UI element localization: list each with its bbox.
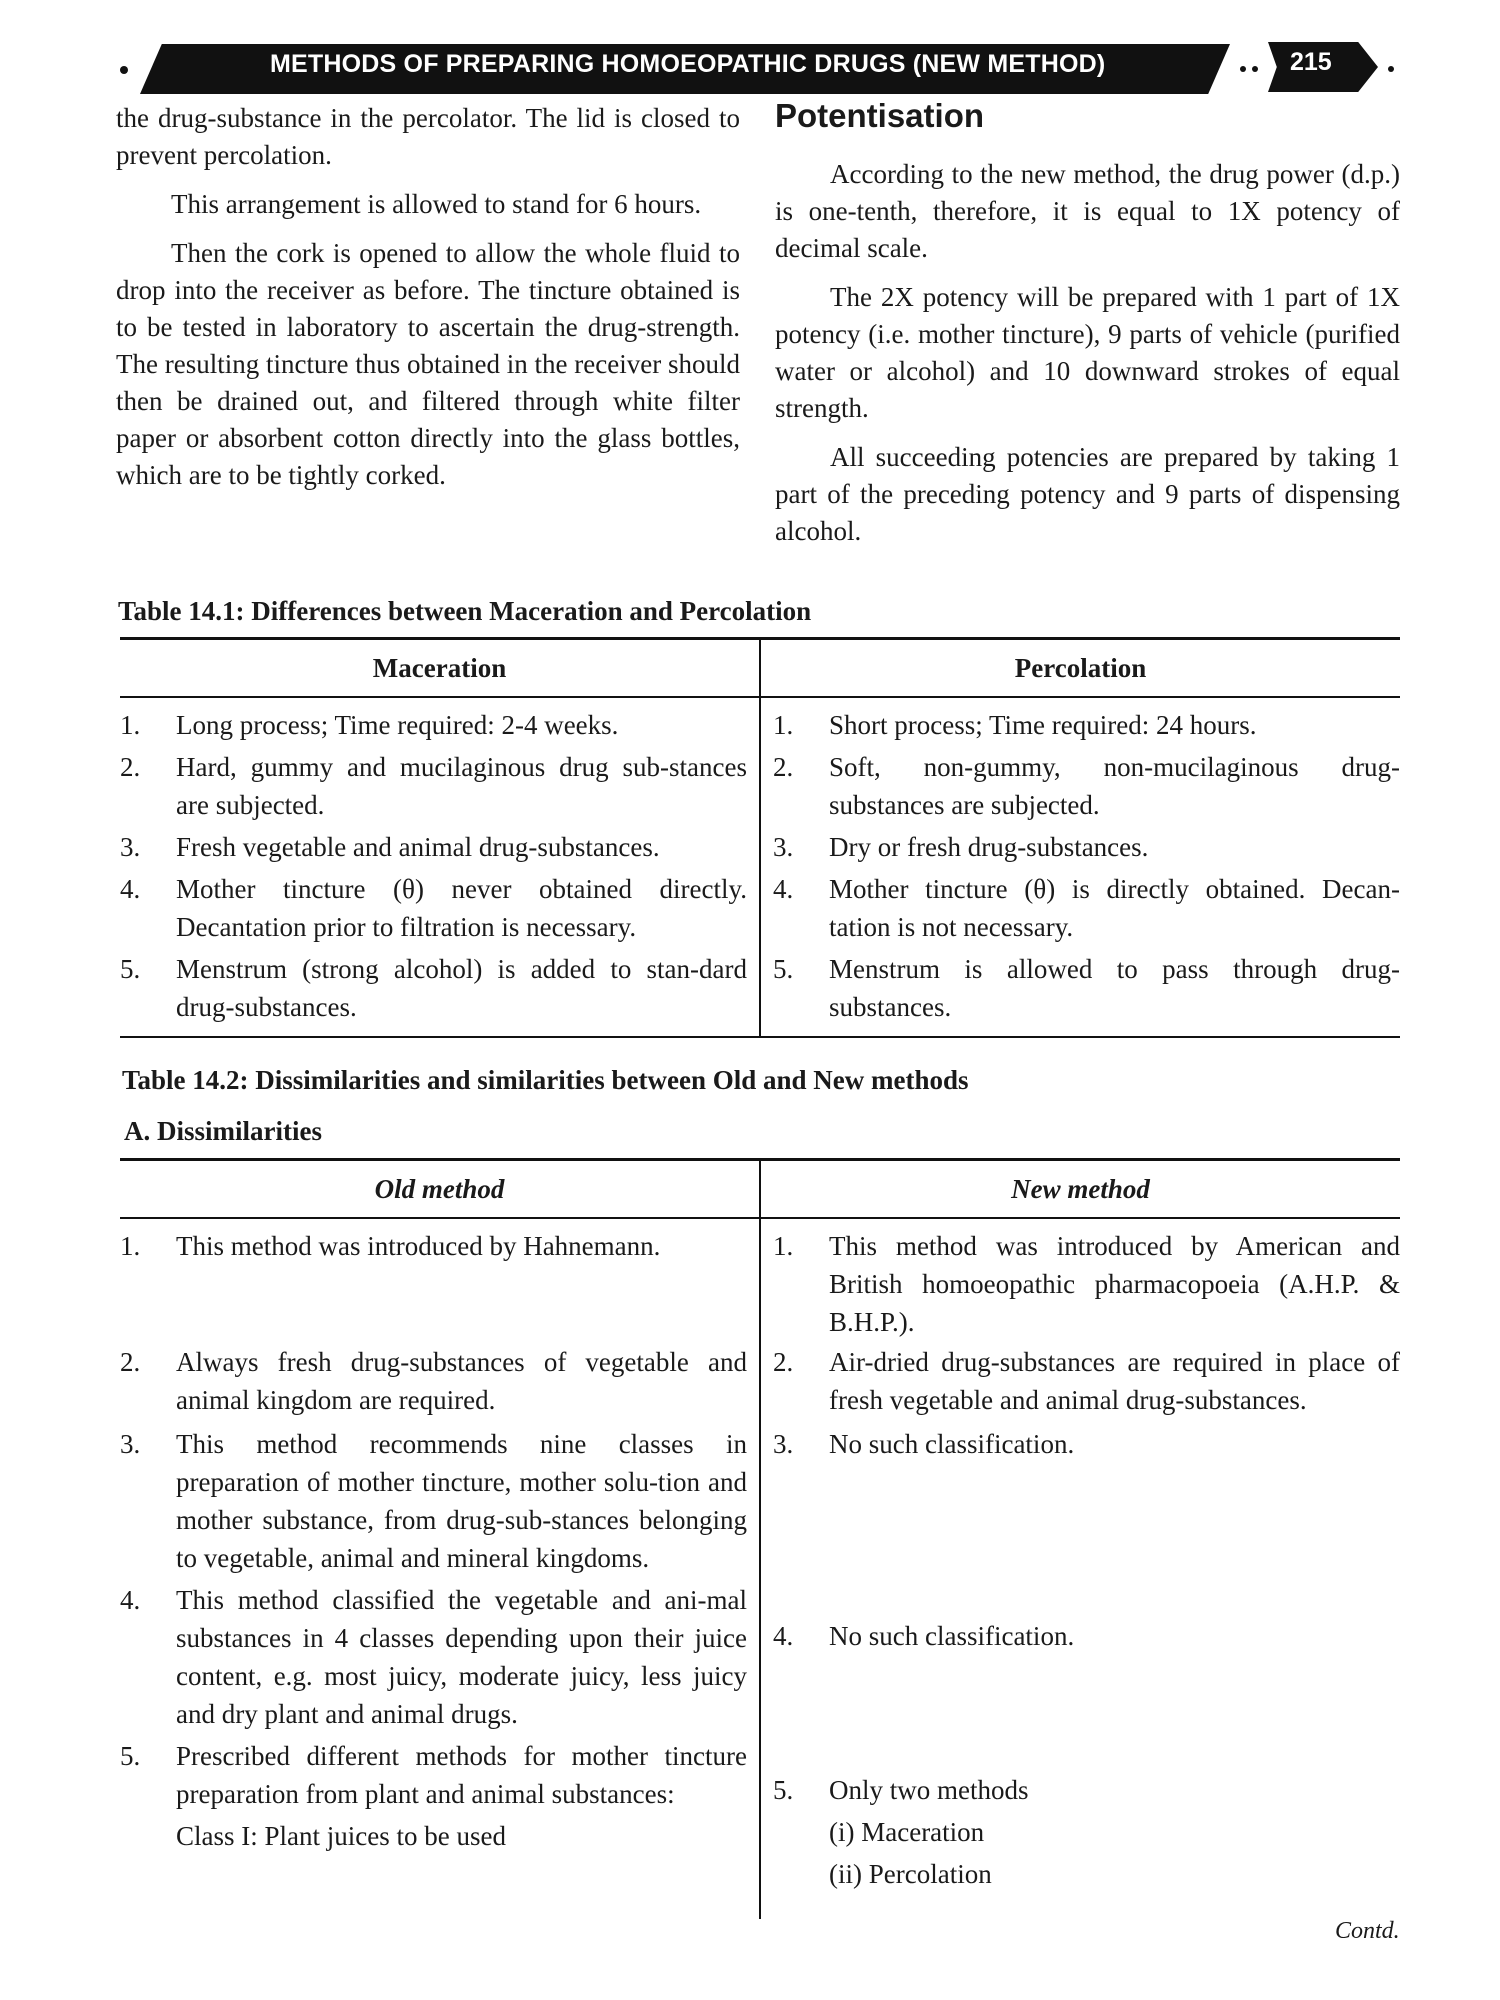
item-number: 5. bbox=[773, 954, 794, 984]
table-body bbox=[120, 698, 1400, 1036]
item-number: 1. bbox=[120, 1231, 141, 1261]
item-number: 1. bbox=[120, 710, 141, 740]
column-header-new-method: New method bbox=[1011, 1173, 1150, 1204]
list-item bbox=[773, 748, 1400, 824]
header-dot bbox=[1252, 66, 1258, 72]
old-method-column bbox=[120, 1219, 761, 1919]
list-item bbox=[120, 1425, 747, 1577]
table-caption: Table 14.2: Dissimilarities and similarities between Old and New methods bbox=[122, 1065, 969, 1095]
item-number bbox=[120, 1817, 176, 1855]
item-number bbox=[773, 1855, 829, 1893]
item-number: 4. bbox=[773, 1621, 794, 1651]
new-method-column bbox=[761, 1219, 1400, 1919]
item-text: This method recommends nine classes in preparation of mother tincture, mother solu-tion and mother substance, from drug-sub-stances belonging to vegetable, animal and mineral kingdoms. bbox=[176, 1429, 747, 1573]
list-item bbox=[120, 1581, 747, 1733]
item-number: 2. bbox=[120, 752, 141, 782]
item-number: 5. bbox=[120, 1741, 141, 1771]
item-text: Menstrum (strong alcohol) is added to stan-dard drug-substances. bbox=[176, 954, 747, 1022]
header-dot bbox=[1240, 66, 1246, 72]
item-text: Menstrum is allowed to pass through drug-substances. bbox=[829, 954, 1400, 1022]
item-number: 3. bbox=[120, 1429, 141, 1459]
item-number: 5. bbox=[773, 1775, 794, 1805]
item-text: Short process; Time required: 24 hours. bbox=[829, 710, 1257, 740]
table-old-new-methods bbox=[120, 1158, 1400, 1919]
sub-item bbox=[773, 1813, 1400, 1851]
list-item bbox=[773, 870, 1400, 946]
list-item bbox=[120, 1737, 747, 1813]
list-item bbox=[773, 1343, 1400, 1421]
list-item bbox=[773, 828, 1400, 866]
item-text: Air-dried drug-substances are required in place of fresh vegetable and animal drug-substances. bbox=[829, 1347, 1400, 1415]
item-number: 3. bbox=[773, 832, 794, 862]
maceration-column bbox=[120, 698, 761, 1036]
item-text: No such classification. bbox=[829, 1621, 1075, 1651]
table-maceration-percolation bbox=[120, 637, 1400, 1038]
list-item bbox=[120, 828, 747, 866]
list-item bbox=[120, 1343, 747, 1421]
item-number: 1. bbox=[773, 1231, 794, 1261]
list-item bbox=[773, 1617, 1400, 1767]
item-number: 4. bbox=[120, 874, 141, 904]
item-number: 4. bbox=[773, 874, 794, 904]
column-header-old-method: Old method bbox=[120, 1161, 761, 1217]
item-text: Always fresh drug-substances of vegetable and animal kingdom are required. bbox=[176, 1347, 747, 1415]
item-text: (i) Maceration bbox=[829, 1817, 985, 1847]
item-text: Mother tincture (θ) never obtained directly. Decantation prior to filtration is necessary. bbox=[176, 874, 747, 942]
item-text: No such classification. bbox=[829, 1429, 1075, 1459]
item-text: Class I: Plant juices to be used bbox=[176, 1821, 506, 1851]
list-item bbox=[773, 950, 1400, 1026]
item-text: Mother tincture (θ) is directly obtained. Decan-tation is not necessary. bbox=[829, 874, 1400, 942]
table-body bbox=[120, 1219, 1400, 1919]
page-number: 215 bbox=[1290, 48, 1332, 76]
column-header-percolation: Percolation bbox=[1014, 652, 1147, 683]
list-item bbox=[773, 1771, 1400, 1809]
item-number: 5. bbox=[120, 954, 141, 984]
item-text: Fresh vegetable and animal drug-substances. bbox=[176, 832, 660, 862]
item-number: 2. bbox=[120, 1347, 141, 1377]
section-title: Potentisation bbox=[775, 97, 985, 134]
list-item-class bbox=[120, 1817, 747, 1855]
continued-note: Contd. bbox=[1335, 1918, 1400, 1944]
header-dot bbox=[120, 66, 128, 74]
item-text: (ii) Percolation bbox=[829, 1859, 992, 1889]
paragraph: According to the new method, the drug power (d.p.) is one-tenth, therefore, it is equal to 1X potency of decimal scale. bbox=[775, 159, 1400, 263]
sub-item bbox=[773, 1855, 1400, 1893]
item-text: Hard, gummy and mucilaginous drug sub-stances are subjected. bbox=[176, 752, 747, 820]
list-item bbox=[120, 1227, 747, 1339]
paragraph: The 2X potency will be prepared with 1 part of 1X potency (i.e. mother tincture), 9 parts of vehicle (purified water or alcohol) and 10 downward strokes of equal strength. bbox=[775, 282, 1400, 423]
item-text: This method classified the vegetable and ani-mal substances in 4 classes depending upon their juice content, e.g. most juicy, moderate juicy, less juicy and dry plant and animal drugs. bbox=[176, 1585, 747, 1729]
table-header bbox=[120, 640, 1400, 696]
table-header bbox=[120, 1161, 1400, 1217]
item-text: Long process; Time required: 2-4 weeks. bbox=[176, 710, 619, 740]
item-text: Only two methods bbox=[829, 1775, 1029, 1805]
item-text: Prescribed different methods for mother tincture preparation from plant and animal substances: bbox=[176, 1741, 747, 1809]
list-item bbox=[773, 1425, 1400, 1613]
item-number: 1. bbox=[773, 710, 794, 740]
paragraph: This arrangement is allowed to stand for 6 hours. bbox=[171, 189, 702, 219]
item-number: 4. bbox=[120, 1585, 141, 1615]
table-rule bbox=[120, 1036, 1400, 1038]
percolation-column bbox=[761, 698, 1400, 1036]
table-caption: Table 14.1: Differences between Maceration and Percolation bbox=[118, 596, 812, 626]
list-item bbox=[773, 706, 1400, 744]
list-item bbox=[120, 870, 747, 946]
section-label: A. Dissimilarities bbox=[124, 1116, 322, 1146]
running-title: METHODS OF PREPARING HOMOEOPATHIC DRUGS (NEW METHOD) bbox=[270, 50, 1106, 78]
list-item bbox=[773, 1227, 1400, 1339]
item-number: 3. bbox=[120, 832, 141, 862]
paragraph: Then the cork is opened to allow the whole fluid to drop into the receiver as before. The tincture obtained is to be tested in laboratory to ascertain the drug-strength. The resulting tincture thus obtained in the receiver should then be drained out, and filtered through white filter paper or absorbent cotton directly into the glass bottles, which are to be tightly corked. bbox=[116, 238, 740, 490]
left-column bbox=[116, 100, 740, 494]
item-number: 2. bbox=[773, 1347, 794, 1377]
item-number: 3. bbox=[773, 1429, 794, 1459]
list-item bbox=[120, 706, 747, 744]
item-text: Soft, non-gummy, non-mucilaginous drug-substances are subjected. bbox=[829, 752, 1400, 820]
item-text: Dry or fresh drug-substances. bbox=[829, 832, 1149, 862]
right-column bbox=[775, 96, 1400, 550]
item-number bbox=[773, 1813, 829, 1851]
paragraph: the drug-substance in the percolator. The lid is closed to prevent percolation. bbox=[116, 103, 740, 170]
list-item bbox=[120, 748, 747, 824]
header-dot bbox=[1388, 66, 1394, 72]
column-header-maceration: Maceration bbox=[120, 640, 761, 696]
item-number: 2. bbox=[773, 752, 794, 782]
item-text: This method was introduced by American and British homoeopathic pharmacopoeia (A.H.P. & B.H.P.). bbox=[829, 1231, 1400, 1337]
list-item bbox=[120, 950, 747, 1026]
item-text: This method was introduced by Hahnemann. bbox=[176, 1231, 661, 1261]
paragraph: All succeeding potencies are prepared by taking 1 part of the preceding potency and 9 parts of dispensing alcohol. bbox=[775, 442, 1400, 546]
